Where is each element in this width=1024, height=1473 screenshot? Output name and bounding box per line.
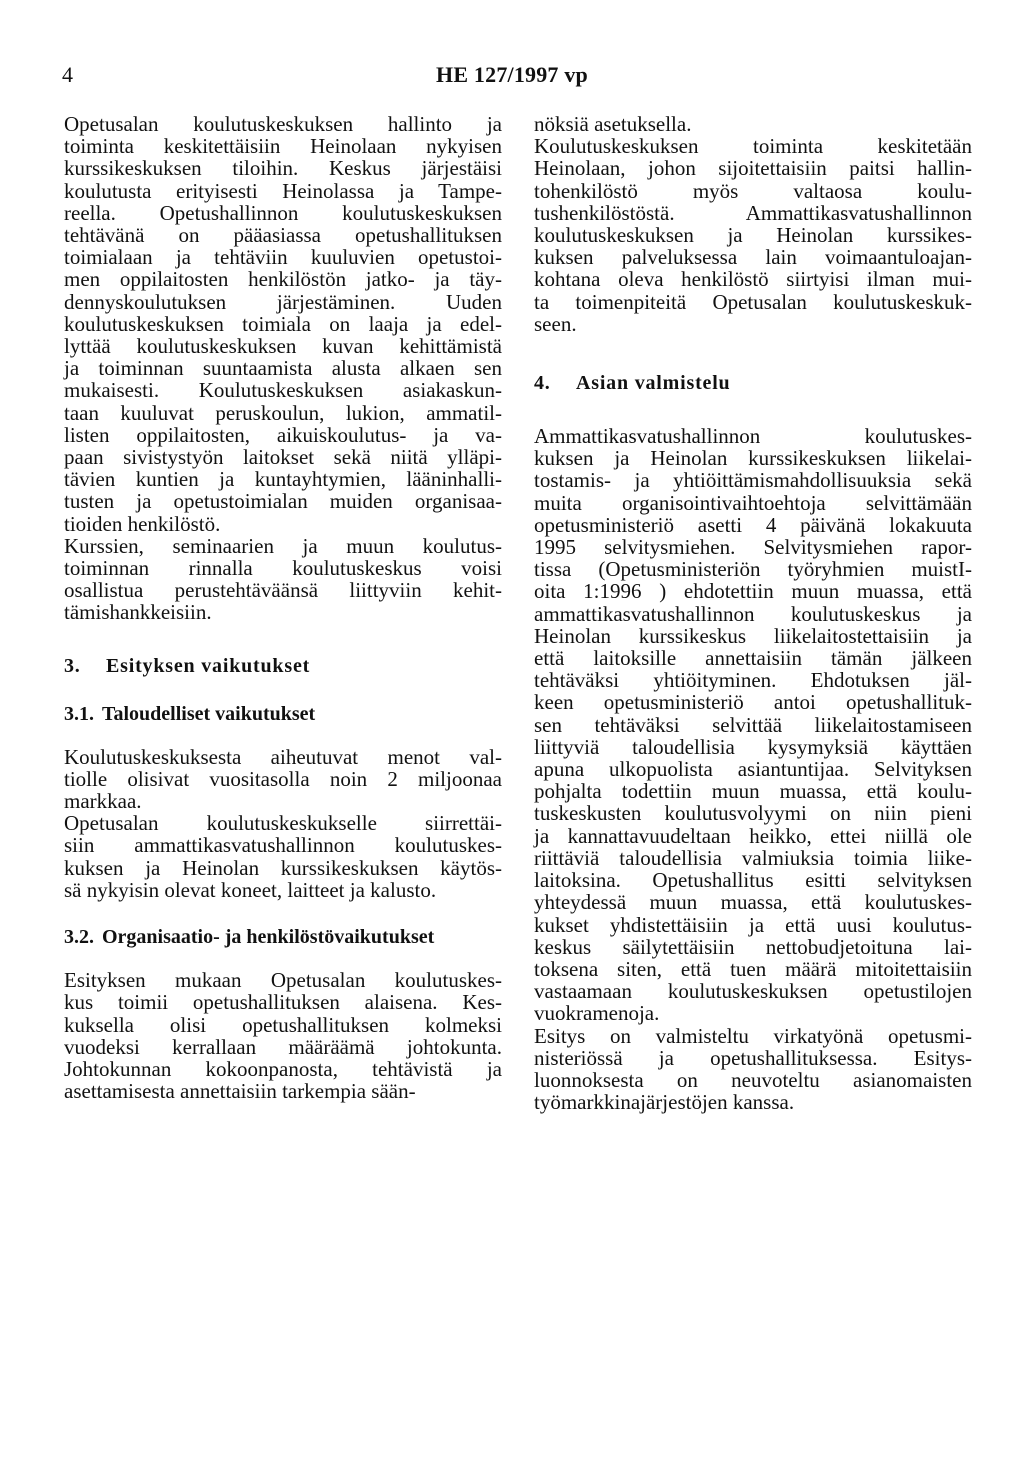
text-line: tehtävänä on pääasiassa opetushallituksen bbox=[64, 223, 502, 248]
text-line: asettamisesta annettaisiin tarkempia sään- bbox=[64, 1079, 416, 1104]
text-line: Heinolan kurssikeskus liikelaitostettaisiin ja bbox=[534, 623, 972, 648]
text-line: siin ammattikasvatushallinnon koulutuskes- bbox=[64, 833, 502, 858]
text-line: Opetusalan koulutuskeskukselle siirrettäi- bbox=[64, 811, 502, 836]
paragraph bbox=[64, 969, 502, 1102]
section-number: 3.2. bbox=[64, 926, 94, 949]
text-line: tuskeskusten koulutusvolyymi on niin pieni bbox=[534, 801, 972, 826]
text-line: listen oppilaitosten, aikuiskoulutus- ja va- bbox=[64, 422, 502, 447]
text-line: Esityksen mukaan Opetusalan koulutuskes- bbox=[64, 968, 502, 993]
paragraph bbox=[64, 535, 502, 624]
text-line: tissa (Opetusministeriön työryhmien muistI- bbox=[534, 557, 972, 582]
text-line: reella. Opetushallinnon koulutuskeskuksen bbox=[64, 200, 502, 225]
text-line: toiminnan rinnalla koulutuskeskus voisi bbox=[64, 556, 502, 581]
text-line: toksena siten, että tuen määrä mitoitettaisiin bbox=[534, 956, 972, 981]
text-line: vuodeksi kerrallaan määräämä johtokunta. bbox=[64, 1034, 502, 1059]
text-line: tiolle olisivat vuositasolla noin 2 miljoonaa bbox=[64, 766, 502, 791]
text-line: riittäviä taloudellisia valmiuksia toimia liike- bbox=[534, 845, 972, 870]
text-line: tioiden henkilöstö. bbox=[64, 511, 221, 536]
text-line: laitoksina. Opetushallitus esitti selvityksen bbox=[534, 868, 972, 893]
text-line: apuna ulkopuolista asiantuntijaa. Selvityksen bbox=[534, 757, 972, 782]
paragraph bbox=[64, 113, 502, 535]
text-line: kuksen ja Heinolan kurssikeskuksen liikelai- bbox=[534, 446, 972, 471]
text-line: sen tehtäväksi selvittää liikelaitostamiseen bbox=[534, 712, 972, 737]
section-number: 3.1. bbox=[64, 702, 94, 725]
text-line: kurssikeskuksen tiloihin. Keskus järjestäisi bbox=[64, 156, 502, 181]
text-line: tämishankkeisiin. bbox=[64, 600, 212, 625]
section-number: 3. bbox=[64, 654, 81, 677]
text-line: ta toimenpiteitä Opetusalan koulutuskeskuk- bbox=[534, 289, 972, 314]
text-line: toimialaan ja tehtäviin kuuluvien opetustoi- bbox=[64, 245, 502, 270]
text-line: keskus säilytettäisiin nettobudjetoituna lai- bbox=[534, 934, 972, 959]
text-line: sä nykyisin olevat koneet, laitteet ja kalusto. bbox=[64, 877, 437, 902]
text-line: liittyviä taloudellisia kysymyksiä käyttäen bbox=[534, 734, 972, 759]
text-line: kohtana oleva henkilöstö siirtyisi ilman mui- bbox=[534, 267, 972, 292]
text-line: tostamis- ja yhtiöittämismahdollisuuksia sekä bbox=[534, 468, 972, 493]
text-line: kuksen palveluksessa lain voimaantuloajan- bbox=[534, 245, 972, 270]
text-line: nöksiä asetuksella. bbox=[534, 112, 692, 136]
text-line: Opetusalan koulutuskeskuksen hallinto ja bbox=[64, 112, 502, 136]
text-line: koulutuskeskuksen toimiala on laaja ja edel- bbox=[64, 311, 502, 336]
paragraph bbox=[534, 135, 972, 335]
page-number: 4 bbox=[62, 62, 73, 87]
text-line: kus toimii opetushallituksen alaisena. Kes- bbox=[64, 990, 502, 1015]
section-heading-3 bbox=[64, 654, 502, 678]
text-line: lyttää koulutuskeskuksen kuvan kehittämistä bbox=[64, 334, 502, 359]
left-column bbox=[64, 113, 502, 1102]
section-title: Asian valmistelu bbox=[576, 372, 731, 395]
text-line: yhteydessä muun muassa, että koulutuskes- bbox=[534, 890, 972, 915]
text-line: koulutusta erityisesti Heinolassa ja Tampe- bbox=[64, 178, 502, 203]
text-line: tusten ja opetustoimialan muiden organisaa- bbox=[64, 489, 502, 514]
text-line: tohenkilöstö myös valtaosa koulu- bbox=[534, 178, 972, 203]
text-line: muita organisointivaihtoehtoja selvittämään bbox=[534, 490, 972, 515]
text-line: että laitoksille annettaisiin tämän jälkeen bbox=[534, 646, 972, 671]
paragraph bbox=[534, 425, 972, 1024]
text-line: nisteriössä ja opetushallituksessa. Esitys- bbox=[534, 1045, 972, 1070]
text-line: Ammattikasvatushallinnon koulutuskes- bbox=[534, 424, 972, 449]
document-id: HE 127/1997 vp bbox=[436, 62, 588, 87]
text-line: mukaisesti. Koulutuskeskuksen asiakaskun- bbox=[64, 378, 502, 403]
text-line: työmarkkinajärjestöjen kanssa. bbox=[534, 1090, 795, 1115]
text-line: seen. bbox=[534, 311, 577, 336]
text-line: ja toiminnan suuntaamista alusta alkaen sen bbox=[64, 356, 502, 381]
section-title: Organisaatio- ja henkilöstövaikutukset bbox=[102, 926, 435, 949]
text-line: Kurssien, seminaarien ja muun koulutus- bbox=[64, 533, 502, 558]
text-line: taan kuuluvat peruskoulun, lukion, ammatil- bbox=[64, 400, 502, 425]
section-heading-3-1 bbox=[64, 702, 502, 726]
text-line: oita 1:1996 ) ehdotettiin muun muassa, että bbox=[534, 579, 972, 604]
section-number: 4. bbox=[534, 372, 551, 395]
paragraph bbox=[534, 113, 972, 135]
text-line: tävien kuntien ja kuntayhtymien, lääninhalli- bbox=[64, 467, 502, 492]
text-line: keen opetusministeriö antoi opetushallituk- bbox=[534, 690, 972, 715]
text-line: pohjalta todettiin muun muassa, että koulu- bbox=[534, 779, 972, 804]
text-line: opetusministeriö asetti 4 päivänä lokakuuta bbox=[534, 512, 972, 537]
section-title: Taloudelliset vaikutukset bbox=[102, 702, 316, 725]
text-line: ammattikasvatushallinnon koulutuskeskus ja bbox=[534, 601, 972, 626]
text-line: men oppilaitosten henkilöstön jatko- ja täy- bbox=[64, 267, 502, 292]
text-line: kuksella olisi opetushallituksen kolmeksi bbox=[64, 1012, 502, 1037]
text-line: koulutuskeskuksen ja Heinolan kurssikes- bbox=[534, 223, 972, 248]
paragraph bbox=[64, 746, 502, 813]
text-line: toiminta keskitettäisiin Heinolaan nykyisen bbox=[64, 134, 502, 159]
section-heading-3-2 bbox=[64, 925, 502, 949]
section-title: Esityksen vaikutukset bbox=[106, 654, 311, 677]
text-line: ja kannattavuudeltaan heikko, ettei niillä ole bbox=[534, 823, 972, 848]
text-line: dennyskoulutuksen järjestäminen. Uuden bbox=[64, 289, 502, 314]
text-line: vuokramenoja. bbox=[534, 1001, 660, 1026]
text-line: Heinolaan, johon sijoitettaisiin paitsi hallin- bbox=[534, 156, 972, 181]
right-column bbox=[534, 113, 972, 1113]
paragraph bbox=[64, 812, 502, 901]
text-line: kukset yhdistettäisiin ja että uusi koulutus- bbox=[534, 912, 972, 937]
text-line: paan sivistystyön laitokset sekä niitä ylläpi- bbox=[64, 445, 502, 470]
text-line: Esitys on valmisteltu virkatyönä opetusmi- bbox=[534, 1023, 972, 1048]
text-line: markkaa. bbox=[64, 789, 142, 814]
text-line: Koulutuskeskuksesta aiheutuvat menot val- bbox=[64, 744, 502, 769]
text-line: luonnoksesta on neuvoteltu asianomaisten bbox=[534, 1067, 972, 1092]
text-line: Koulutuskeskuksen toiminta keskitetään bbox=[534, 134, 972, 159]
paragraph bbox=[534, 1025, 972, 1114]
text-line: tehtäväksi yhtiöityminen. Ehdotuksen jäl- bbox=[534, 668, 972, 693]
section-heading-4 bbox=[534, 371, 972, 395]
text-line: tushenkilöstöstä. Ammattikasvatushallinnon bbox=[534, 200, 972, 225]
text-line: vastaamaan koulutuskeskuksen opetustilojen bbox=[534, 979, 972, 1004]
text-line: kuksen ja Heinolan kurssikeskuksen käytös- bbox=[64, 855, 502, 880]
text-line: osallistua perustehtäväänsä liittyviin kehit- bbox=[64, 578, 502, 603]
text-line: Johtokunnan kokoonpanosta, tehtävistä ja bbox=[64, 1056, 502, 1081]
text-line: 1995 selvitysmiehen. Selvitysmiehen rapor- bbox=[534, 535, 972, 560]
